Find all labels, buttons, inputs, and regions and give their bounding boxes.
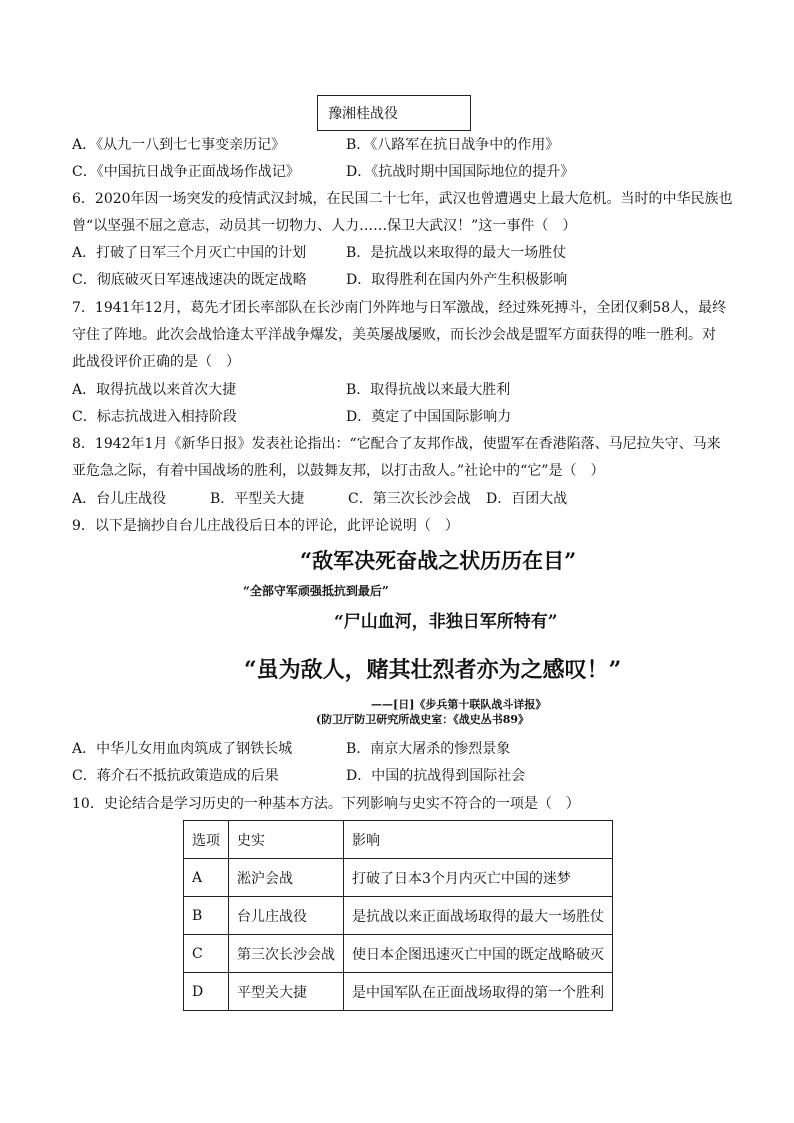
quote-4: “虽为敌人，赌其壮烈者亦为之感叹！” — [244, 657, 622, 683]
table-cell: 淞沪会战 — [229, 859, 344, 897]
quote-3: “尸山血河，非独日军所特有” — [334, 612, 558, 632]
option-letter: D． — [346, 164, 372, 180]
table-cell: 台儿庄战役 — [229, 897, 344, 935]
question-9-option-b: B．南京大屠杀的惨烈景象 — [346, 741, 511, 757]
question-7-option-d: D．奠定了中国国际影响力 — [346, 409, 512, 425]
prev-option-b — [346, 135, 559, 155]
question-7-option-c: C．标志抗战进入相持阶段 — [72, 409, 237, 425]
question-6-option-c: C．彻底破灭日军速战速决的既定战略 — [72, 272, 307, 288]
table-cell: 第三次长沙会战 — [229, 935, 344, 973]
quote-2: “全部守军顽强抵抗到最后” — [243, 584, 389, 598]
question-7-option-b: B．取得抗战以来最大胜利 — [346, 382, 511, 398]
table-row — [184, 859, 613, 897]
table-cell: 是抗战以来正面战场取得的最大一场胜仗 — [344, 897, 613, 935]
question-8-option-a: A．台儿庄战役 — [72, 491, 167, 507]
table-header-cell: 影响 — [344, 821, 613, 859]
table-cell: 打破了日本3个月内灭亡中国的迷梦 — [344, 859, 613, 897]
prev-option-d — [346, 162, 574, 182]
quote-source-1: ——[日]《步兵第十联队战斗详报》 — [371, 698, 547, 711]
table-cell: 使日本企图迅速灭亡中国的既定战略破灭 — [344, 935, 613, 973]
table-row — [184, 897, 613, 935]
history-table — [183, 820, 613, 1011]
option-text: 《中国抗日战争正面战场作战记》 — [96, 164, 300, 180]
option-letter: B． — [346, 137, 371, 153]
table-header-cell: 史实 — [229, 821, 344, 859]
question-7-option-a: A．取得抗战以来首次大捷 — [72, 382, 237, 398]
question-6-line-1: 6．2020年因一场突发的疫情武汉封城，在民国二十七年，武汉也曾遭遇史上最大危机。当时的中华民族也 — [72, 191, 733, 207]
table-row — [184, 973, 613, 1011]
table-cell: A — [184, 859, 229, 897]
question-9-option-a: A．中华儿女用血肉筑成了钢铁长城 — [72, 741, 293, 757]
question-8-line-2: 亚危急之际，有着中国战场的胜利，以鼓舞友邦，以打击敌人。”社论中的“它”是（ ） — [72, 463, 605, 479]
option-letter: A． — [72, 137, 97, 153]
question-6-line-2: 曾“以坚强不屈之意志，动员其一切物力、人力……保卫大武汉！”这一事件（ ） — [72, 218, 577, 234]
table-cell: 平型关大捷 — [229, 973, 344, 1011]
question-7-line-2: 守住了阵地。此次会战恰逢太平洋战争爆发，美英屡战屡败，而长沙会战是盟军方面获得的唯一胜利。对 — [72, 327, 716, 343]
quote-1: “敌军决死奋战之状历历在目” — [300, 548, 577, 573]
question-9-option-d: D．中国的抗战得到国际社会 — [346, 768, 526, 784]
table-cell: D — [184, 973, 229, 1011]
table-row — [184, 935, 613, 973]
question-7-line-3: 此战役评价正确的是（ ） — [72, 354, 240, 370]
question-10-line-1: 10．史论结合是学习历史的一种基本方法。下列影响与史实不符合的一项是（ ） — [72, 796, 580, 812]
option-text: 《八路军在抗日战争中的作用》 — [370, 137, 560, 153]
battle-name-box: 豫湘桂战役 — [317, 95, 471, 131]
question-8-option-d: D．百团大战 — [486, 491, 568, 507]
quote-source-2: (防卫厅防卫研究所战史室：《战史丛书89》 — [316, 713, 530, 726]
question-6-option-d: D．取得胜利在国内外产生积极影响 — [346, 272, 568, 288]
option-text: 《从九一八到七七事变亲历记》 — [96, 137, 286, 153]
option-text: 《抗战时期中国国际地位的提升》 — [371, 164, 575, 180]
prev-option-a — [72, 135, 285, 155]
table-cell: B — [184, 897, 229, 935]
question-6-option-a: A．打破了日军三个月灭亡中国的计划 — [72, 245, 307, 261]
table-header-cell: 选项 — [184, 821, 229, 859]
option-letter: C． — [72, 164, 97, 180]
question-7-line-1: 7．1941年12月，葛先才团长率部队在长沙南门外阵地与日军激战，经过殊死搏斗，全团仅剩58人，最终 — [72, 300, 727, 316]
question-6-option-b: B．是抗战以来取得的最大一场胜仗 — [346, 245, 567, 261]
question-8-option-c: C．第三次长沙会战 — [348, 491, 471, 507]
table-cell: C — [184, 935, 229, 973]
prev-option-c — [72, 162, 300, 182]
table-cell: 是中国军队在正面战场取得的第一个胜利 — [344, 973, 613, 1011]
question-9-option-c: C．蒋介石不抵抗政策造成的后果 — [72, 768, 279, 784]
question-8-option-b: B．平型关大捷 — [210, 491, 305, 507]
question-9-line-1: 9．以下是摘抄自台儿庄战役后日本的评论，此评论说明（ ） — [72, 518, 459, 534]
question-8-line-1: 8．1942年1月《新华日报》发表社论指出：“它配合了友邦作战，使盟军在香港陷落、马尼拉失守、马来 — [72, 436, 721, 452]
table-header-row — [184, 821, 613, 859]
